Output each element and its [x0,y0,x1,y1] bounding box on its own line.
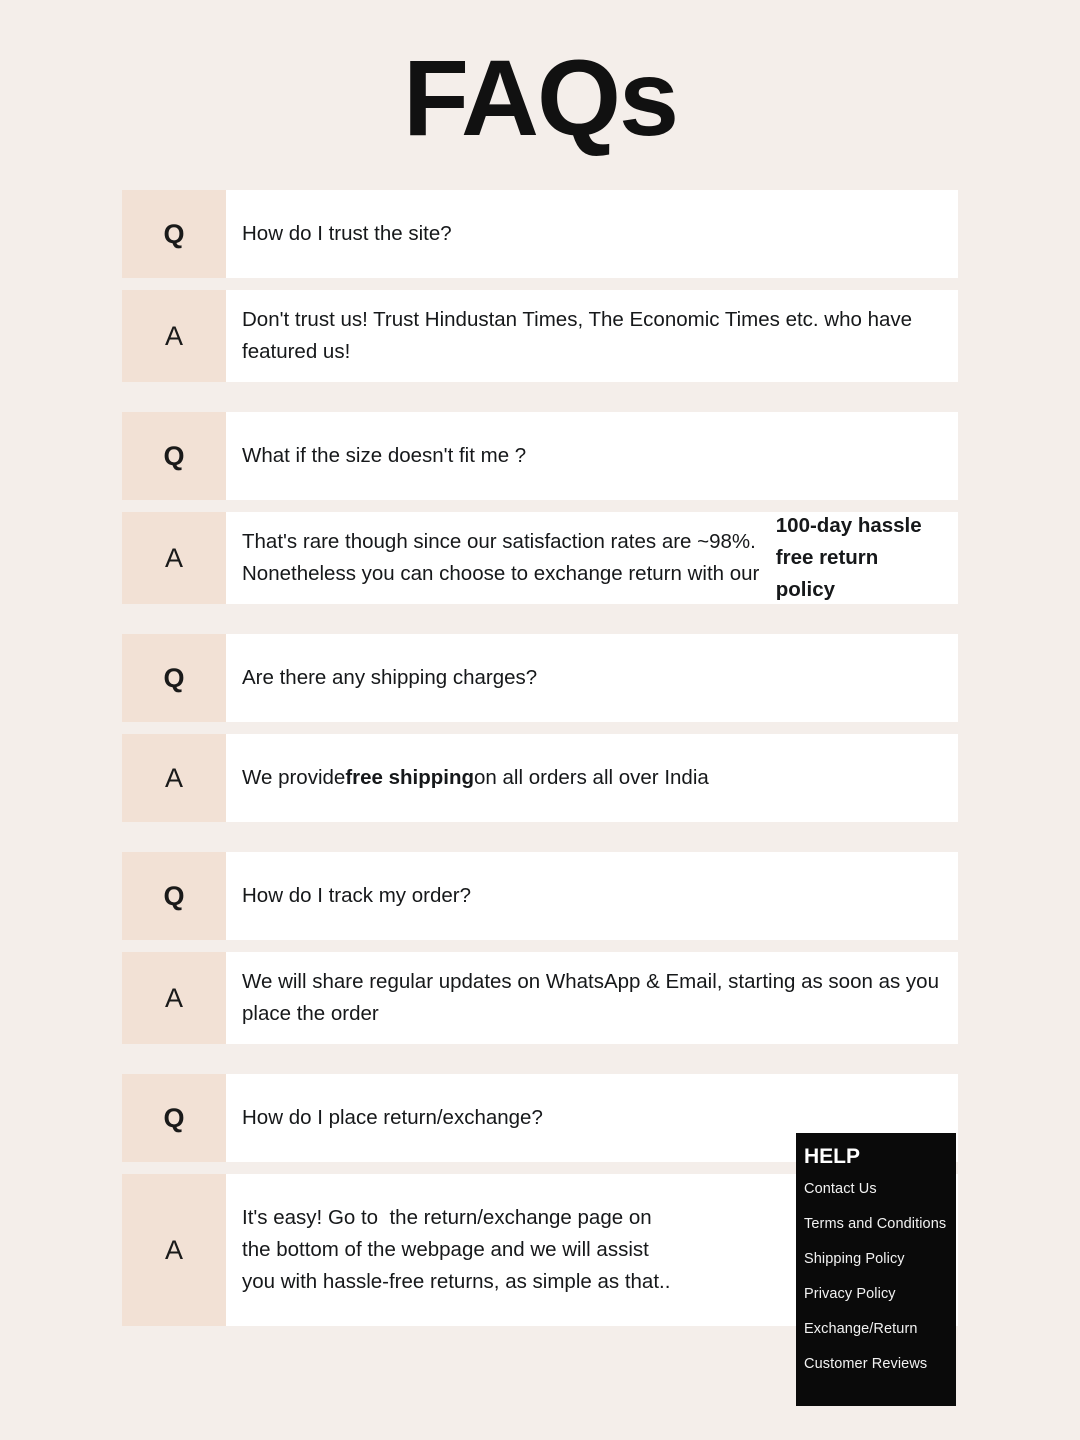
help-link[interactable]: Shipping Policy [804,1251,905,1267]
question-marker: Q [122,190,226,278]
answer-marker: A [122,1174,226,1326]
help-link[interactable]: Exchange/Return [804,1321,918,1337]
question-text: What if the size doesn't fit me ? [226,412,958,500]
answer-text: Don't trust us! Trust Hindustan Times, The Economic Times etc. who have featured us! [226,290,958,382]
faq-question-row[interactable] [122,412,958,500]
faq-pair [122,412,958,604]
question-text: How do I trust the site? [226,190,958,278]
help-link[interactable]: Contact Us [804,1181,877,1197]
answer-text: It's easy! Go to the return/exchange page on the bottom of the webpage and we will assist you with hassle-free returns, as simple as that.. [226,1174,958,1326]
faq-question-row[interactable] [122,190,958,278]
help-link[interactable]: Privacy Policy [804,1286,896,1302]
help-link[interactable]: Customer Reviews [804,1356,928,1372]
question-text: Are there any shipping charges? [226,634,958,722]
faq-pair [122,190,958,382]
faq-pair [122,634,958,822]
answer-marker: A [122,290,226,382]
faq-answer-row [122,290,958,382]
question-marker: Q [122,1074,226,1162]
faq-answer-row [122,952,958,1044]
answer-text: We will share regular updates on WhatsApp & Email, starting as soon as you place the order [226,952,958,1044]
help-panel-title: HELP [804,1145,861,1168]
faq-question-row[interactable] [122,634,958,722]
question-marker: Q [122,852,226,940]
answer-marker: A [122,952,226,1044]
answer-text: That's rare though since our satisfaction rates are ~98%. Nonetheless you can choose to exchange return with our 100-day hassle free return policy [226,512,958,604]
page-title: FAQs [402,37,678,158]
answer-text: We provide free shipping on all orders all over India [226,734,958,822]
question-marker: Q [122,412,226,500]
help-link[interactable]: Terms and Conditions [804,1216,947,1232]
question-marker: Q [122,634,226,722]
question-text: How do I track my order? [226,852,958,940]
faq-question-row[interactable] [122,852,958,940]
answer-marker: A [122,734,226,822]
question-text: How do I place return/exchange? [226,1074,958,1162]
help-panel-links [796,1181,956,1372]
faq-pair [122,852,958,1044]
answer-marker: A [122,512,226,604]
faq-answer-row [122,734,958,822]
help-panel [796,1133,956,1406]
faq-answer-row [122,512,958,604]
